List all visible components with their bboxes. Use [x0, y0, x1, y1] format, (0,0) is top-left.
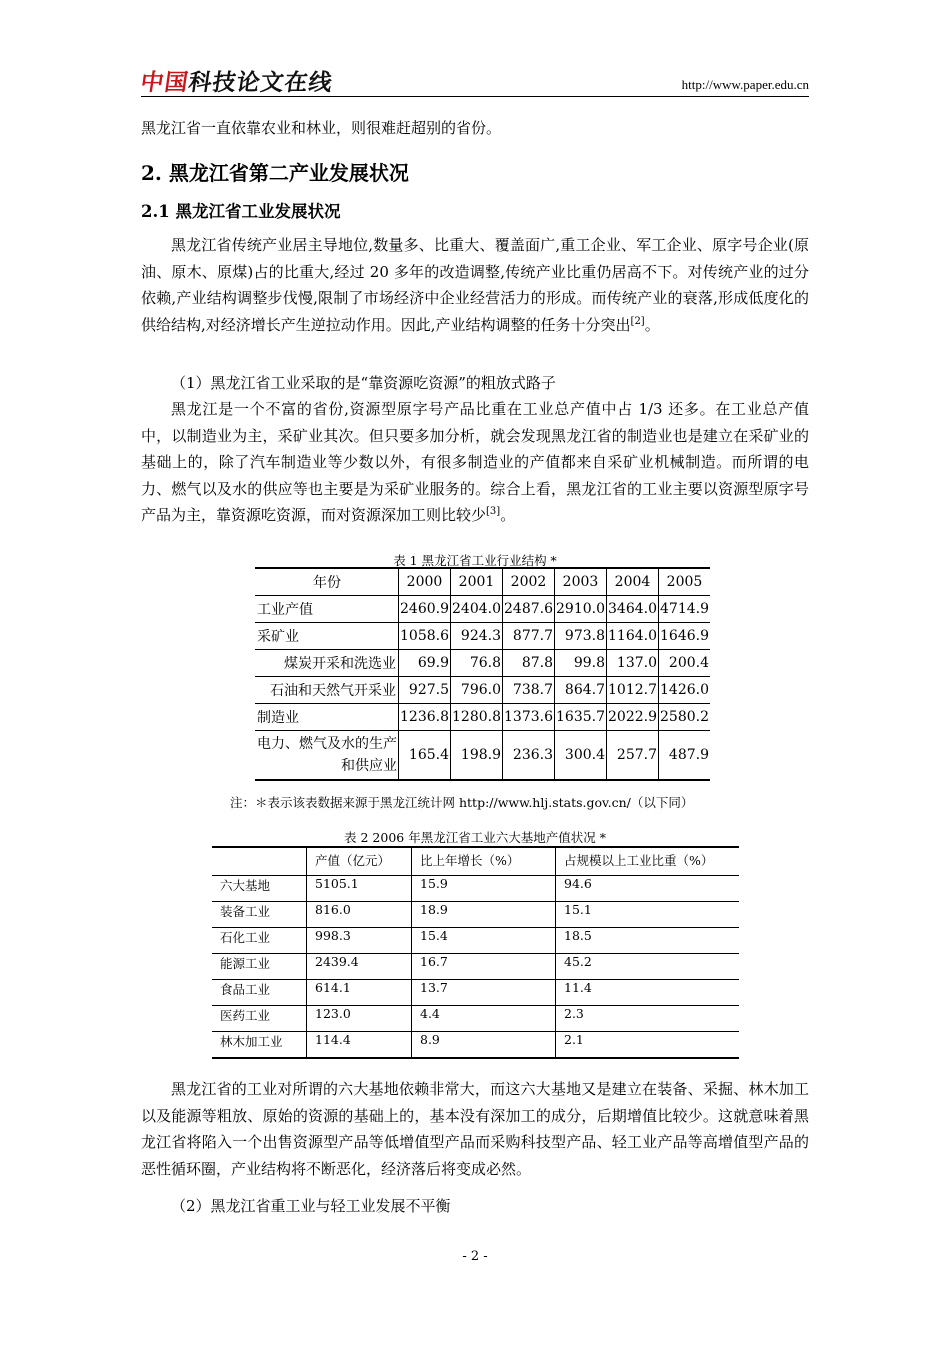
table-row	[212, 902, 739, 928]
table-cell: 2022.9	[607, 704, 659, 731]
table-cell: 114.4	[307, 1032, 412, 1059]
table-2	[212, 846, 739, 1059]
table-cell: 924.3	[451, 623, 503, 650]
table-cell	[212, 847, 307, 876]
table-cell: 医药工业	[212, 1006, 307, 1032]
table-row	[255, 568, 710, 596]
table-cell: 11.4	[556, 980, 740, 1006]
table-cell: 15.9	[412, 876, 556, 902]
table-cell: 2439.4	[307, 954, 412, 980]
table-cell: 69.9	[399, 650, 451, 677]
paragraph-3: 黑龙江省的工业对所谓的六大基地依赖非常大，而这六大基地又是建立在装备、采掘、林木加工以及能源等粗放、原始的资源的基础上的，基本没有深加工的成分，后期增值比较少。这就意味着黑龙江省将陷入一个出售资源型产品等低增值型产品而采购科技型产品、轻工业产品等高增值型产品的恶性循环圈，产业结构将不断恶化，经济落后将变成必然。	[141, 1080, 809, 1178]
table-cell: 487.9	[659, 731, 711, 781]
table-cell: 236.3	[503, 731, 555, 781]
table-cell: 1012.7	[607, 677, 659, 704]
table-cell: 87.8	[503, 650, 555, 677]
table-cell: 2001	[451, 568, 503, 596]
table-cell: 2000	[399, 568, 451, 596]
table-cell: 998.3	[307, 928, 412, 954]
paragraph-2	[141, 396, 809, 529]
paragraph-1-text: 黑龙江省传统产业居主导地位,数量多、比重大、覆盖面广,重工企业、军工企业、原字号企业(原油、原木、原煤)占的比重大,经过 20 多年的改造调整,传统产业比重仍居高不下。对传统产业的过分依赖,产业结构调整步伐慢,限制了市场经济中企业经营活力的形成。而传统产业的衰落,形成低度化的供给结构,对经济增长产生逆拉动作用。因此,产业结构调整的任务十分突出	[141, 236, 809, 334]
item-2-heading: （2）黑龙江省重工业与轻工业发展不平衡	[171, 1197, 451, 1215]
table-cell: 877.7	[503, 623, 555, 650]
table-cell: 1426.0	[659, 677, 711, 704]
table-cell	[255, 731, 399, 781]
table-row	[255, 704, 710, 731]
table-cell: 200.4	[659, 650, 711, 677]
table-2-caption: 表 2 2006 年黑龙江省工业六大基地产值状况 *	[344, 830, 606, 845]
table-cell: 2.1	[556, 1032, 740, 1059]
table-cell: 4.4	[412, 1006, 556, 1032]
table-cell: 2487.6	[503, 596, 555, 623]
section-title: 2. 黑龙江省第二产业发展状况	[141, 161, 409, 185]
table-cell: 165.4	[399, 731, 451, 781]
table-cell: 工业产值	[255, 596, 399, 623]
table-cell: 1280.8	[451, 704, 503, 731]
table-cell: 2004	[607, 568, 659, 596]
table-cell: 2404.0	[451, 596, 503, 623]
table-cell-line-2: 和供应业	[341, 758, 397, 774]
logo-black-text: 科技论文在线	[186, 70, 335, 96]
header-url[interactable]: http://www.paper.edu.cn	[681, 77, 809, 92]
table-cell: 137.0	[607, 650, 659, 677]
table-cell: 123.0	[307, 1006, 412, 1032]
table-cell: 1373.6	[503, 704, 555, 731]
table-cell: 15.1	[556, 902, 740, 928]
table-cell: 864.7	[555, 677, 607, 704]
table-cell: 年份	[255, 568, 399, 596]
table-cell: 煤炭开采和洗选业	[255, 650, 399, 677]
table-cell: 1236.8	[399, 704, 451, 731]
table-cell: 石化工业	[212, 928, 307, 954]
header-rule	[141, 96, 809, 97]
table-row	[255, 650, 710, 677]
table-cell: 8.9	[412, 1032, 556, 1059]
table-cell: 产值（亿元）	[307, 847, 412, 876]
table-row	[212, 1032, 739, 1059]
table-cell: 1164.0	[607, 623, 659, 650]
table-cell: 石油和天然气开采业	[255, 677, 399, 704]
table-cell: 300.4	[555, 731, 607, 781]
logo-red-text: 中国	[138, 70, 191, 96]
table-cell: 198.9	[451, 731, 503, 781]
table-cell: 装备工业	[212, 902, 307, 928]
table-cell: 738.7	[503, 677, 555, 704]
table-cell: 927.5	[399, 677, 451, 704]
table-cell: 2.3	[556, 1006, 740, 1032]
table-row	[212, 928, 739, 954]
citation-2: [2]	[630, 315, 645, 327]
table-cell: 3464.0	[607, 596, 659, 623]
item-1-heading: （1）黑龙江省工业采取的是“靠资源吃资源”的粗放式路子	[171, 374, 556, 392]
table-cell: 制造业	[255, 704, 399, 731]
table-cell: 食品工业	[212, 980, 307, 1006]
table-cell: 2460.9	[399, 596, 451, 623]
table-cell: 15.4	[412, 928, 556, 954]
table-cell: 94.6	[556, 876, 740, 902]
table-cell: 16.7	[412, 954, 556, 980]
table-cell: 99.8	[555, 650, 607, 677]
page-number: - 2 -	[462, 1249, 488, 1264]
table-cell: 45.2	[556, 954, 740, 980]
table-cell: 采矿业	[255, 623, 399, 650]
table-cell: 973.8	[555, 623, 607, 650]
table-1-caption: 表 1 黑龙江省工业行业结构 *	[393, 553, 557, 568]
site-logo	[139, 64, 336, 97]
table-cell: 1635.7	[555, 704, 607, 731]
paragraph-1	[141, 232, 809, 338]
table-row	[212, 954, 739, 980]
table-cell: 2910.0	[555, 596, 607, 623]
table-cell: 5105.1	[307, 876, 412, 902]
table-cell: 比上年增长（%）	[412, 847, 556, 876]
table-cell: 4714.9	[659, 596, 711, 623]
table-cell: 六大基地	[212, 876, 307, 902]
table-cell: 18.5	[556, 928, 740, 954]
table-cell: 816.0	[307, 902, 412, 928]
table-cell: 1058.6	[399, 623, 451, 650]
table-cell: 占规模以上工业比重（%）	[556, 847, 740, 876]
paragraph-2-text: 黑龙江是一个不富的省份,资源型原字号产品比重在工业总产值中占 1/3 还多。在工业总产值中，以制造业为主，采矿业其次。但只要多加分析，就会发现黑龙江省的制造业也是建立在采矿业的基础上的，除了汽车制造业等少数以外，有很多制造业的产值都来自采矿业机械制造。而所谓的电力、燃气以及水的供应等也主要是为采矿业服务的。综合上看，黑龙江省的工业主要以资源型原字号产品为主，靠资源吃资源，而对资源深加工则比较少	[141, 400, 809, 525]
citation-3: [3]	[486, 506, 501, 518]
paragraph-2-end: 。	[500, 506, 516, 525]
table-1-note: 注：＊表示该表数据来源于黑龙江统计网 http://www.hlj.stats.gov.cn/（以下同）	[230, 795, 694, 810]
table-cell: 林木加工业	[212, 1032, 307, 1059]
table-row	[255, 731, 710, 781]
intro-line: 黑龙江省一直依靠农业和林业，则很难赶超别的省份。	[141, 119, 502, 137]
table-row	[212, 876, 739, 902]
table-cell: 2580.2	[659, 704, 711, 731]
table-row	[255, 596, 710, 623]
table-row	[255, 677, 710, 704]
table-cell: 2002	[503, 568, 555, 596]
table-cell: 614.1	[307, 980, 412, 1006]
table-cell: 18.9	[412, 902, 556, 928]
table-cell-line-1: 电力、燃气及水的生产	[257, 736, 397, 752]
table-row	[255, 623, 710, 650]
table-1	[255, 567, 710, 781]
table-row	[212, 847, 739, 876]
table-row	[212, 1006, 739, 1032]
table-cell: 13.7	[412, 980, 556, 1006]
table-cell: 1646.9	[659, 623, 711, 650]
table-cell: 796.0	[451, 677, 503, 704]
paragraph-1-end: 。	[644, 315, 660, 334]
table-cell: 2003	[555, 568, 607, 596]
table-row	[212, 980, 739, 1006]
table-cell: 2005	[659, 568, 711, 596]
table-cell: 76.8	[451, 650, 503, 677]
table-cell: 257.7	[607, 731, 659, 781]
subsection-title: 2.1 黑龙江省工业发展状况	[141, 202, 341, 221]
table-cell: 能源工业	[212, 954, 307, 980]
